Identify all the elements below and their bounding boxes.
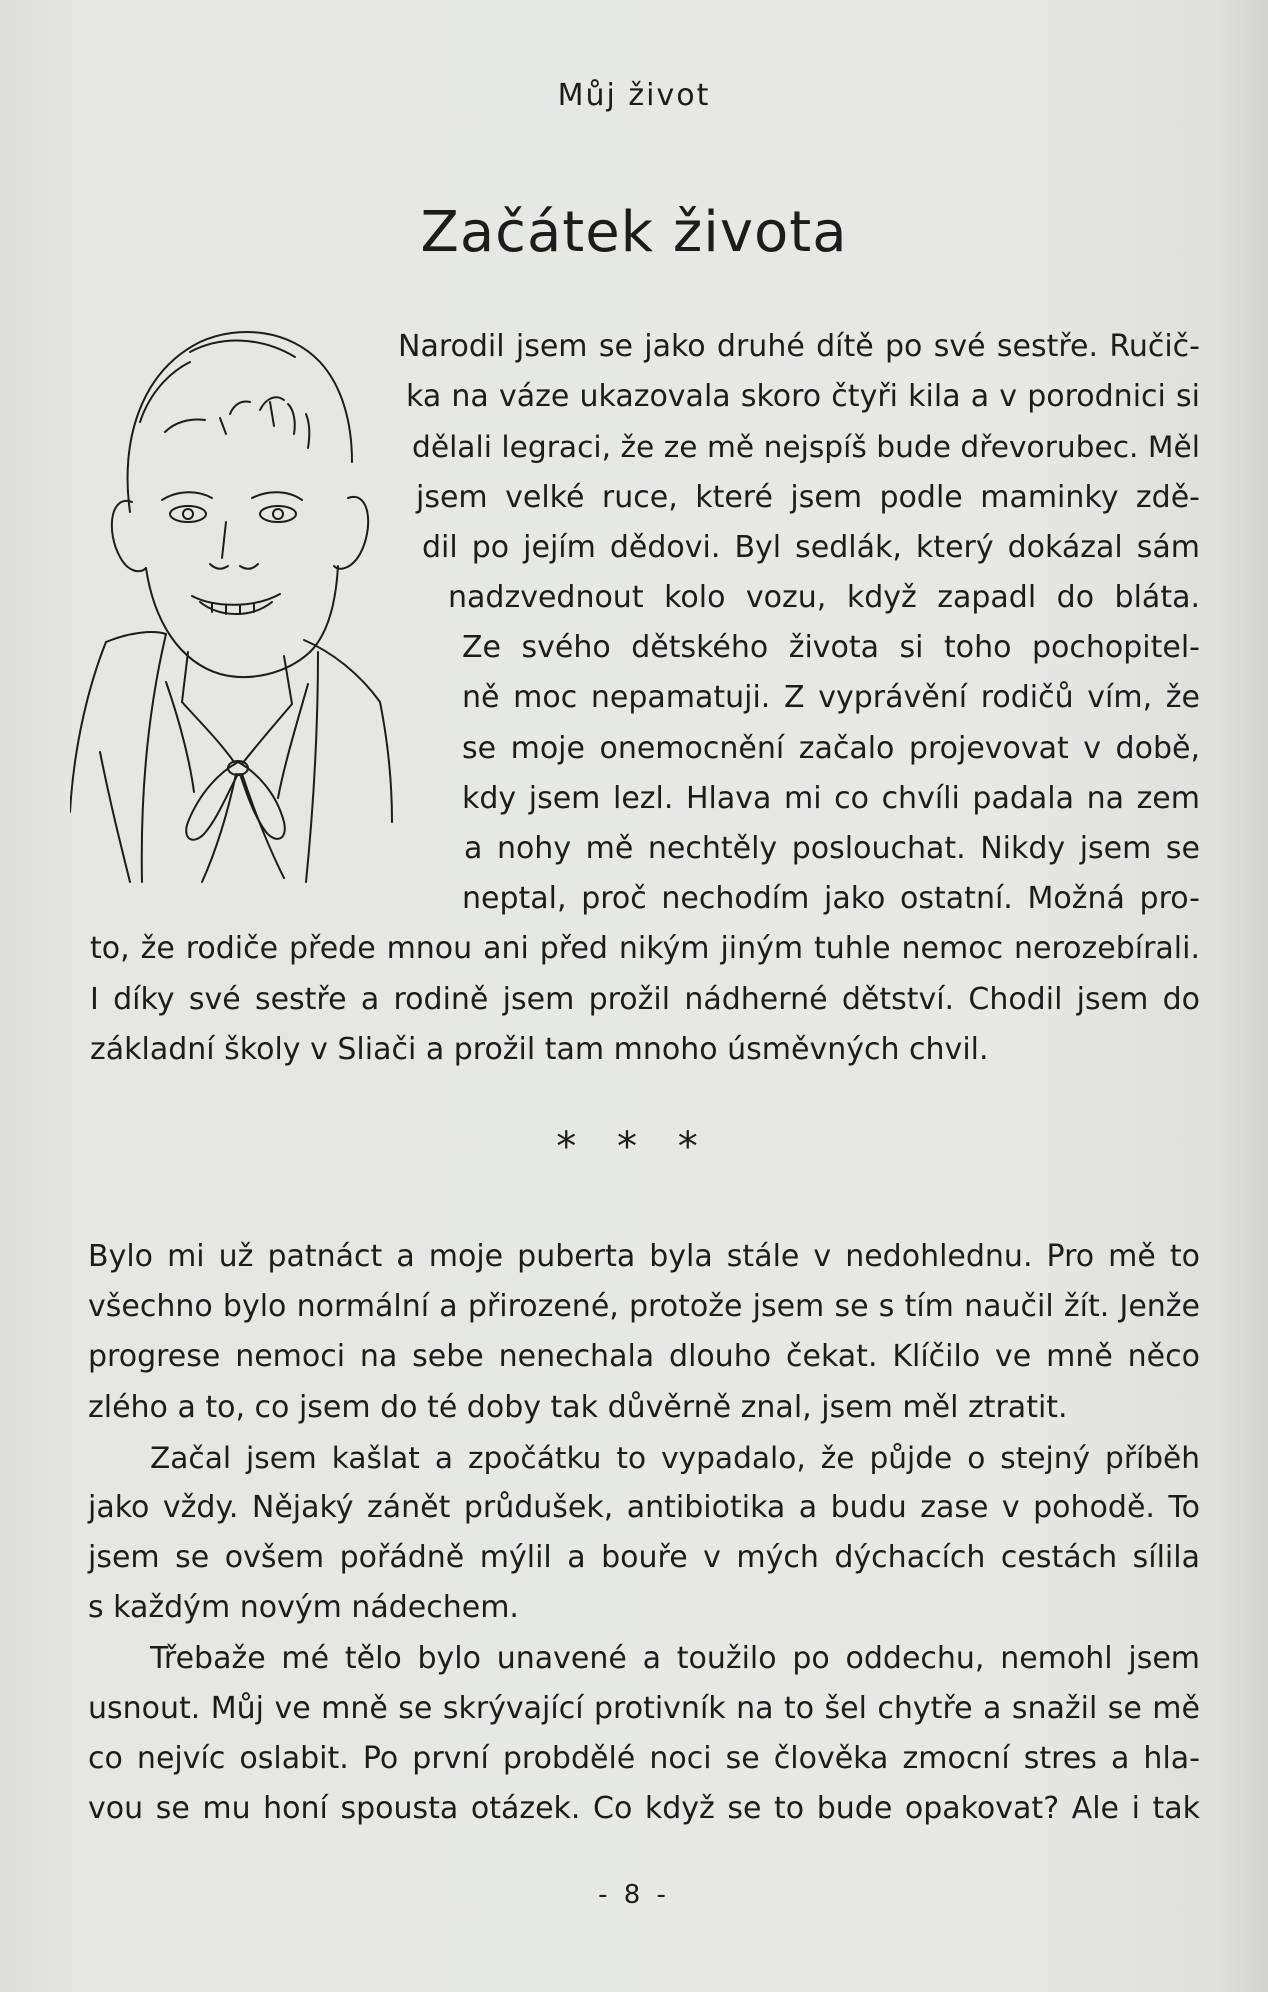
text-line: ně moc nepamatuji. Z vyprávění rodičů vím, že [462,680,1200,716]
text-line: to, že rodiče přede mnou ani před nikým jiným tuhle nemoc nerozebírali. [90,931,1200,967]
text-line: všechno bylo normální a přirozené, protože jsem se s tím naučil žít. Jenže [88,1289,1200,1325]
text-line: dil po jejím dědovi. Byl sedlák, který dokázal sám [422,529,1200,565]
page-number: - 8 - [598,1880,670,1910]
text-line: co nejvíc oslabit. Po první probdělé noci se člověka zmocní stres a hla- [88,1741,1200,1777]
text-line: se moje onemocnění začalo projevovat v době, [462,730,1200,766]
text-line: jsem velké ruce, které jsem podle maminky zdě- [416,479,1200,515]
text-line: Ze svého dětského života si toho pochopitel- [462,630,1200,666]
text-line: zlého a to, co jsem do té doby tak důvěrně znal, jsem měl ztratit. [88,1389,1068,1425]
text-line: s každým novým nádechem. [88,1590,519,1626]
text-line: dělali legraci, že ze mě nejspíš bude dřevorubec. Měl [412,429,1200,465]
text-line: Třebaže mé tělo bylo unavené a toužilo po oddechu, nemohl jsem [150,1640,1200,1676]
running-head: Můj život [557,78,711,113]
text-line: základní školy v Sliači a prožil tam mnoho úsměvných chvil. [90,1031,989,1067]
intro-text [90,322,1200,1075]
text-line: jako vždy. Nějaký zánět průdušek, antibiotika a budu zase v pohodě. To [88,1490,1200,1526]
paragraph [88,1433,1200,1634]
text-line: neptal, proč nechodím jako ostatní. Možná pro- [462,881,1200,917]
text-line: Začal jsem kašlat a zpočátku to vypadalo, že půjde o stejný příběh [150,1440,1200,1475]
text-line: vou se mu honí spousta otázek. Co když se to bude opakovat? Ale i tak [88,1791,1200,1827]
text-line: Narodil jsem se jako druhé dítě po své sestře. Ručič- [398,329,1200,364]
chapter-title: Začátek života [420,200,848,265]
paragraph [88,1634,1200,1835]
text-line: ka na váze ukazovala skoro čtyři kila a v porodnici si [406,379,1200,415]
section-divider: * * * [556,1124,712,1170]
text-line: kdy jsem lezl. Hlava mi co chvíli padala na zem [462,780,1200,816]
text-line: progrese nemoci na sebe nenechala dlouho čekat. Klíčilo ve mně něco [88,1339,1200,1375]
text-line: nadzvednout kolo vozu, když zapadl do bláta. [448,580,1200,616]
paragraph [88,1232,1200,1433]
text-line: jsem se ovšem pořádně mýlil a bouře v mých dýchacích cestách sílila [88,1540,1200,1576]
text-line: I díky své sestře a rodině jsem prožil nádherné dětství. Chodil jsem do [90,981,1200,1017]
body-text [88,1232,1200,1834]
text-line: Bylo mi už patnáct a moje puberta byla stále v nedohlednu. Pro mě to [88,1239,1200,1274]
text-line: usnout. Můj ve mně se skrývající protivník na to šel chytře a snažil se mě [88,1690,1200,1726]
text-line: a nohy mě nechtěly poslouchat. Nikdy jsem se [464,831,1200,867]
